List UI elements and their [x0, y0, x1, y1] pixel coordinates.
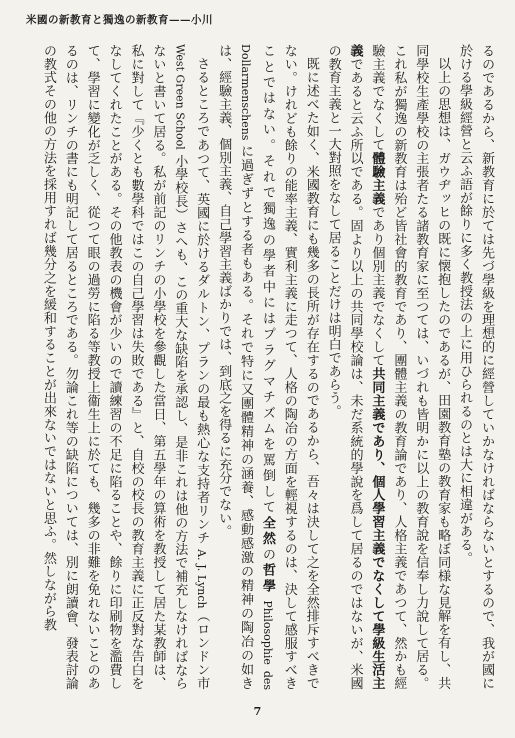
- text-run: さるところであつて、英國に於けるダルトン、プランの最も熱心な支持者リンチ: [194, 57, 210, 550]
- running-header: 米國の新教育と獨逸の新教育——小川: [26, 14, 213, 26]
- text-run: に過ぎずとする者もある。それで特に又團體精神の涵養、感動感激の精神の陶冶の如きは、經驗主義、個別主義、自己學習主義ばかりでは、到底之を得るに充分でない。: [216, 44, 254, 690]
- text-run: 以上の思想は、ガウヂッヒの既に懐抱したのであるが、田園教育塾の教育家も略ぼ同様な見解を有し、共同學校生產學校の主張者たる諸教育家に至つては、いづれも皆明かに以上の教育說を信奉し力說して居る。これ私が獨逸の新教育は殆ど皆社會的教育であり、團體主義の教育論であり、人格主義であつて、然かも經驗主義でなくして: [369, 44, 451, 690]
- text-run: であると云ふ所以である。固より以上の共同學校論は、未だ系統的學說を爲して居るのではないが、米國の教育主義と一大對照をなして居ることだけは明白であらう。: [325, 44, 363, 690]
- emphasized-text: であり、個人學習主義でなくして: [369, 420, 385, 623]
- text-run: 小學校長）さへも、この重大な缺陷を承認し、是非これは他の方法で補充しなければならないと書いて居る。私が前記のリンチの小學校を參觀した當日、第五學年の算術を教授して居た某教師は、私に對して『少くとも數學科ではこの自己學習は失敗である』と、自校の校長の教育主義に正反對な告白をなしてくれたことがある。その他教表の機會が少いので讀練習の不足に陷ることや、餘りに印刷物を濫費して、學習に變化が乏しく、從つて眼の過勞に陷る等教授上衞生上に於ても、幾多の非難を免れないことのあるのは、リンチの書にも明記して居るところである。勿論これ等の缺陷については、別に朗讀會、發表討論の教式その他の方法を採用すれば幾分之を緩和することが出來ないではないと思ふ。然しながら教: [40, 44, 188, 690]
- paragraph: [322, 44, 453, 690]
- emphasized-text: 哲學: [259, 563, 275, 595]
- paragraph: [453, 44, 497, 690]
- paragraph: [37, 44, 212, 690]
- vertical-body-text: [22, 44, 497, 690]
- text-run: であり個別主義でなくして: [369, 205, 385, 368]
- emphasized-text: 學級生活主義: [347, 44, 385, 690]
- emphasized-text: 共同主義: [369, 367, 385, 421]
- text-run: るのであるから、新教育に於ては先づ學級を理想的に經營していかなければならないとするので、我が國に於ける學級經營と云ふ語が餘りに多く教授法の上に用ひられるのとは大に相違がある。: [457, 44, 494, 690]
- paragraph: [212, 44, 322, 690]
- latin-text: Philosophie des Dollarmenschens: [239, 44, 274, 690]
- emphasized-text: 體驗主義: [369, 151, 385, 206]
- page-number: 7: [253, 705, 262, 718]
- emphasized-text: 全然: [259, 515, 275, 548]
- latin-text: West Green School: [173, 44, 187, 150]
- latin-text: A. J. Lynch: [195, 549, 209, 609]
- text-run: の: [259, 547, 275, 564]
- text-run: （ロンドン市: [194, 608, 210, 690]
- text-run: 既に述べた如く、米國教育にも幾多の長所が存在するのであるから、吾々は決して之を全然排斥すべきでない。けれども餘りの能率主義、實利主義に走つて、人格の陶冶の方面を輕視するのは、決して感服すべきことではない。それで獨逸の學者中にはプラグマチズムを罵倒して: [259, 44, 319, 690]
